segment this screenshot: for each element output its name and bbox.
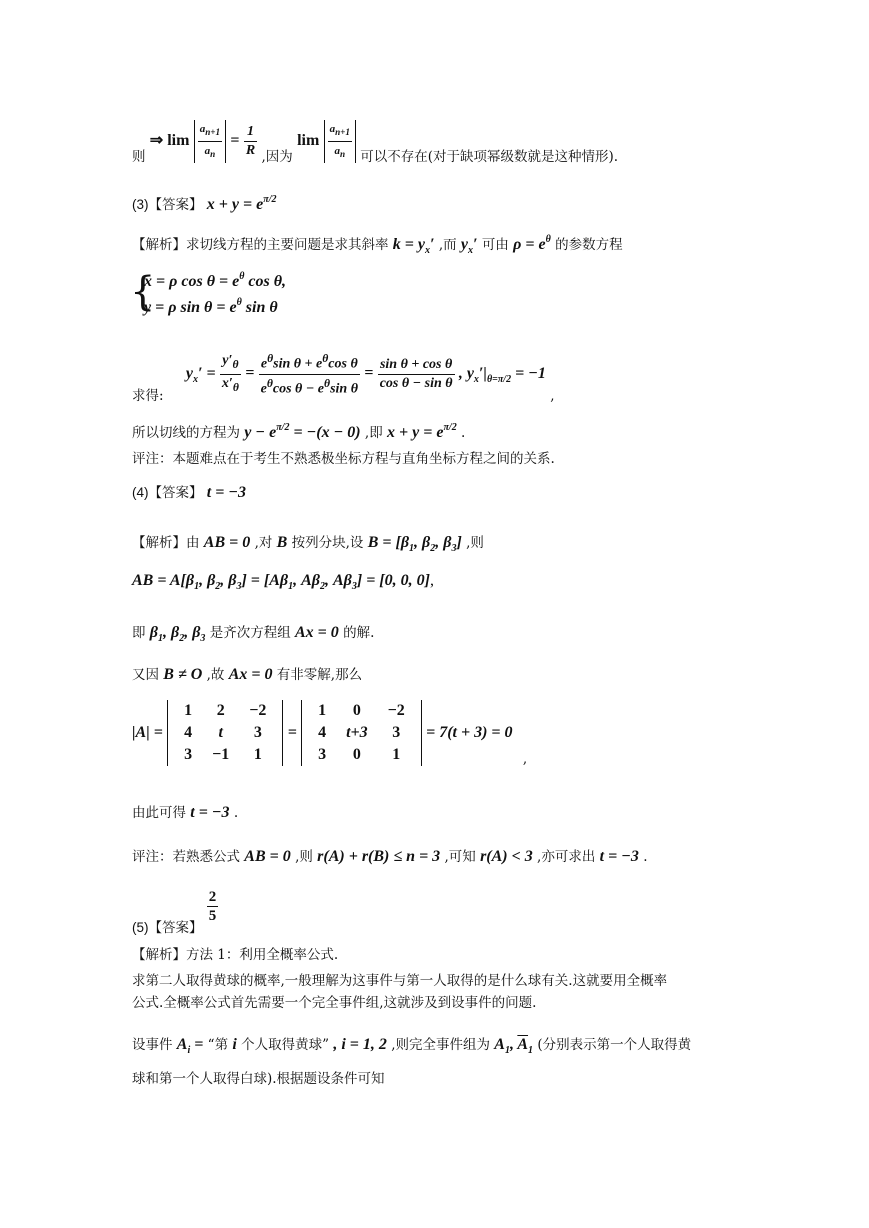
tangent-formula-2: $x + y = e^{\pi/2}$ xyxy=(387,422,457,441)
jx3-d: 的参数方程 xyxy=(555,237,623,253)
det-cell: 0 xyxy=(352,746,361,763)
ax-zero-1: Ax = 0 xyxy=(295,624,339,641)
ab-zero: AB = 0 xyxy=(203,534,251,551)
ji-c: 的解. xyxy=(343,625,375,641)
det-right xyxy=(301,700,422,766)
tangent-formula-1: $y - e^{\pi/2} = -(x - 0)$ xyxy=(244,422,361,441)
jx3-c: 可由 xyxy=(481,237,509,253)
jx4-d: ,则 xyxy=(466,535,484,551)
jx4-a: 【解析】由 xyxy=(132,535,200,551)
jx3-a: 【解析】求切线方程的主要问题是求其斜率 xyxy=(132,237,389,253)
det-cell: −1 xyxy=(212,746,230,763)
det-cell: 3 xyxy=(184,746,193,763)
derivative-formula: $y_x'$ = $\frac{y'_\theta}{x'_\theta}$ = $\frac{e^\theta\sin \theta + e^\theta\cos \theta}{e^\theta\cos \theta - e^\theta\sin \theta}$ = $\frac{\text{sin θ + cos θ}}{\text{cos θ − sin θ}}$ , $y_x'|_{\theta=\pi/2} = -1$ xyxy=(185,352,546,397)
det-left xyxy=(167,700,283,766)
ax-zero-2: Ax = 0 xyxy=(228,666,273,683)
ji-a: 即 xyxy=(132,625,146,641)
she-c: 个人取得黄球” xyxy=(241,1037,330,1053)
limit-line xyxy=(132,120,618,163)
you-c: 有非零解,那么 xyxy=(276,667,363,683)
q4-answer xyxy=(132,484,246,502)
comment-3: 评注：本题难点在于考生不熟悉极坐标方程与直角坐标方程之间的关系. xyxy=(132,451,555,467)
det-cell: 3 xyxy=(318,746,327,763)
she-d: ,则完全事件组为 xyxy=(391,1037,490,1053)
because-text: ,因为 xyxy=(261,149,293,165)
ping4-e: . xyxy=(643,849,648,865)
youci-b: . xyxy=(233,805,239,821)
i-var: i xyxy=(232,1036,237,1053)
b-matrix: B xyxy=(276,534,288,551)
ping4-d: ,亦可求出 xyxy=(537,849,596,865)
event-ai: $A_i$ = xyxy=(176,1036,204,1056)
she-b: “第 xyxy=(207,1037,229,1053)
derivative-line: 求得: $y_x'$ = $\frac{y'_\theta}{x'_\theta}$ = $\frac{e^\theta\sin \theta + e^\theta\cos \theta}{e^\theta\cos \theta - e^\theta\sin \theta}$ = $\frac{\text{sin θ + cos θ}}{\text{cos θ − sin θ}}$ , $y_x'|_{\theta=\pi/2} = -1$ , xyxy=(132,352,555,404)
rho-formula: $\rho = e^\theta$ xyxy=(513,234,551,253)
det-cell: −2 xyxy=(249,702,267,719)
ji-b: 是齐次方程组 xyxy=(209,625,291,641)
det-cell: −2 xyxy=(387,702,405,719)
b-nonzero: B ≠ O xyxy=(163,666,203,683)
ji-line xyxy=(132,624,374,644)
determinant-line: |A| = 1 2 −2 4 t 3 3 −1 1 = 1 0 −2 4 t+3 3 3 0 1 = 7(t + 3) = 0 , xyxy=(132,702,528,767)
det-cell: 1 xyxy=(184,702,193,719)
q5-method: 【解析】方法 1：利用全概率公式. xyxy=(132,947,339,963)
yx-formula: $y_x'$ xyxy=(460,236,478,256)
det-cell: 4 xyxy=(184,724,193,741)
q3-answer xyxy=(132,196,276,216)
comment-4 xyxy=(132,848,648,866)
last-line: 球和第一个人取得白球).根据题设条件可知 xyxy=(132,1071,385,1087)
q4-label: (4)【答案】 xyxy=(132,485,203,500)
event-pair: $A_1$, $\overline{A}_1$ xyxy=(494,1036,534,1056)
ping4-c: ,可知 xyxy=(444,849,476,865)
det-cell: 3 xyxy=(253,724,262,741)
ping4-a: 评注：若熟悉公式 xyxy=(132,849,240,865)
i-range: , i = 1, 2 xyxy=(333,1036,387,1053)
q5-den: 5 xyxy=(208,908,217,924)
det-cell: 1 xyxy=(318,702,327,719)
suoyi-b: ,即 xyxy=(364,425,383,441)
she-e: (分别表示第一个人取得黄 xyxy=(537,1037,692,1053)
slope-formula: $k = y_x'$ xyxy=(392,236,435,256)
det-cell: 2 xyxy=(216,702,225,719)
t-result-2: t = −3 xyxy=(599,848,639,865)
tangent-line xyxy=(132,424,465,444)
q5-para-2: 公式.全概率公式首先需要一个完全事件组,这就涉及到设事件的问题. xyxy=(132,995,537,1011)
det-cell: 0 xyxy=(352,702,361,719)
jx3-b: ,而 xyxy=(438,237,457,253)
q5-num: 2 xyxy=(208,889,217,905)
jx4-c: 按列分块,设 xyxy=(291,535,364,551)
ping4-b: ,则 xyxy=(295,849,313,865)
q3-label: (3)【答案】 xyxy=(132,197,203,212)
b-blocks: $B = [\beta_1$, $\beta_2$, $\beta_3$] xyxy=(367,534,462,554)
youci-a: 由此可得 xyxy=(132,805,186,821)
rank-inequality: r(A) + r(B) ≤ n = 3 xyxy=(317,848,441,865)
t-result: t = −3 xyxy=(190,804,230,821)
q5-answer xyxy=(132,888,218,935)
youci-line xyxy=(132,804,238,822)
det-cell: 4 xyxy=(318,724,327,741)
q5-label: (5)【答案】 xyxy=(132,920,203,935)
jx4-b: ,对 xyxy=(254,535,273,551)
q3-formula: $x + y = e^{\pi/2}$ xyxy=(206,194,277,213)
beta-vectors: $\beta_1$, $\beta_2$, $\beta_3$ xyxy=(149,624,206,644)
ab-zero-2: AB = 0 xyxy=(244,848,291,865)
det-cell: 1 xyxy=(253,746,262,763)
ze-text: 则 xyxy=(132,149,146,165)
det-cell: 1 xyxy=(392,746,401,763)
q4-analysis xyxy=(132,534,484,554)
limit-formula-1: ⇒ lim $\frac{a_{n+1}}{a_n}$ = $\frac{1}{R}$ xyxy=(150,120,257,163)
you-b: ,故 xyxy=(206,667,225,683)
ab-expansion: AB = $A[\beta_1$, $\beta_2$, $\beta_3] = [A\beta_1$, $A\beta_2$, $A\beta_3] = [0$, 0, 0], xyxy=(132,572,434,592)
she-a: 设事件 xyxy=(132,1037,173,1053)
det-cell: 3 xyxy=(392,724,401,741)
rank-a: r(A) < 3 xyxy=(480,848,533,865)
q5-fraction xyxy=(207,888,219,925)
det-cell: t+3 xyxy=(346,724,368,741)
limit-formula-2: lim $\frac{a_{n+1}}{a_n}$ xyxy=(297,120,356,163)
she-line xyxy=(132,1036,691,1056)
you-a: 又因 xyxy=(132,667,159,683)
q4-formula: t = −3 xyxy=(206,484,247,501)
suoyi-a: 所以切线的方程为 xyxy=(132,425,240,441)
suoyi-c: . xyxy=(461,425,466,441)
q3-analysis xyxy=(132,236,623,256)
det-cell: t xyxy=(218,724,223,741)
tail-text: 可以不存在(对于缺项幂级数就是这种情形). xyxy=(360,149,619,165)
q5-para-1: 求第二人取得黄球的概率,一般理解为这事件与第一人取得的是什么球有关.这就要用全概率 xyxy=(132,973,668,989)
you-line xyxy=(132,666,362,684)
qiude-text: 求得: xyxy=(132,387,164,404)
